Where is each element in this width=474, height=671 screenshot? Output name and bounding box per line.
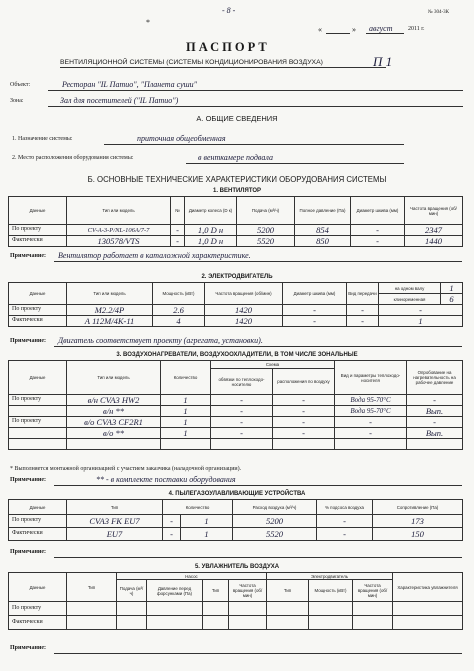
object-value: Ресторан "IL Патио", "Планета суши" — [62, 80, 198, 89]
table-row — [9, 602, 463, 616]
row-label — [9, 439, 67, 450]
humidifier-cell — [229, 616, 267, 630]
row-label: По проекту — [9, 602, 67, 616]
purpose-label: 1. Назначение системы: — [12, 136, 73, 142]
page-number: - 8 - — [222, 6, 236, 15]
heaters-header-test: Опробование на нагревательность на рабочее давление — [407, 361, 463, 395]
heater-medium: - — [335, 417, 407, 428]
motor-title: 2. ЭЛЕКТРОДВИГАТЕЛЬ — [201, 274, 273, 280]
motor-drive: - — [347, 316, 379, 327]
motor-header-same-shaft: на одном валу — [379, 283, 441, 294]
filters-note-label: Примечание: — [10, 549, 47, 555]
heaters-header-piping: обвязки по теплоходо-носителю — [211, 369, 273, 395]
heater-medium — [335, 439, 407, 450]
heater-test: Вып. — [407, 406, 463, 417]
filter-flow: 5520 — [233, 528, 317, 541]
motor-header-type: Тип или модель — [67, 283, 153, 305]
heater-piping — [211, 439, 273, 450]
fan-flow: 5520 — [237, 236, 295, 247]
row-label — [9, 406, 67, 417]
filter-model: EU7 — [67, 528, 163, 541]
heater-model: в/о CVA3 CF2R1 — [67, 417, 161, 428]
motor-header-vbelt: клиноременная — [379, 294, 441, 305]
fan-header-pressure: Полное давление (Па) — [295, 197, 351, 225]
table-row — [9, 428, 463, 439]
date-quote-open: « — [318, 25, 322, 34]
filter-dash: - — [163, 528, 181, 541]
heaters-header-type: Тип или модель — [67, 361, 161, 395]
heater-count: 1 — [161, 417, 211, 428]
humidifier-cell — [267, 602, 309, 616]
heaters-header-scheme: Схема — [211, 361, 335, 369]
filter-leak: - — [317, 528, 373, 541]
humidifier-header-motor: Электродвигатель — [267, 573, 393, 580]
filter-count: 1 — [181, 515, 233, 528]
humidifier-cell — [117, 616, 147, 630]
heater-medium: Вода 95-70°С — [335, 395, 407, 406]
row-label: По проекту — [9, 417, 67, 428]
humidifier-cell — [309, 602, 353, 616]
row-label: По проекту — [9, 395, 67, 406]
heaters-note-label: Примечание: — [10, 477, 47, 483]
motor-pulley: - — [283, 316, 347, 327]
row-label: По проекту — [9, 515, 67, 528]
motor-table — [8, 282, 463, 327]
table-row — [9, 225, 463, 236]
humidifier-table — [8, 572, 463, 630]
table-row — [9, 439, 463, 450]
humidifier-cell — [67, 602, 117, 616]
filters-header-data: Данные — [9, 500, 67, 515]
humidifier-header-spec: Характеристика увлажнителя — [393, 573, 463, 602]
heater-count: 1 — [161, 395, 211, 406]
filters-header-type: Тип — [67, 500, 163, 515]
humidifier-note-label: Примечание: — [10, 645, 47, 651]
heater-count — [161, 439, 211, 450]
filter-count: 1 — [181, 528, 233, 541]
fan-model: CV-A-3-P/NL-106A/7-7 — [67, 225, 171, 236]
heater-airside: - — [273, 395, 335, 406]
heaters-header-airside: расположения по воздуху — [273, 369, 335, 395]
purpose-value: приточная общеобменная — [137, 134, 226, 143]
row-label: По проекту — [9, 225, 67, 236]
heater-piping: - — [211, 406, 273, 417]
page-subtitle: ВЕНТИЛЯЦИОННОЙ СИСТЕМЫ (СИСТЕМЫ КОНДИЦИОНИРОВАНИЯ ВОЗДУХА) — [60, 59, 323, 66]
fan-rpm: 2347 — [405, 225, 463, 236]
filters-header-leak: % подсоса воздуха — [317, 500, 373, 515]
humidifier-cell — [203, 616, 229, 630]
heaters-header-data: Данные — [9, 361, 67, 395]
humidifier-cell — [117, 602, 147, 616]
row-label: По проекту — [9, 305, 67, 316]
heater-airside: - — [273, 428, 335, 439]
humidifier-header-flow: Подача (м³/ч) — [117, 580, 147, 602]
humidifier-cell — [353, 602, 393, 616]
heater-medium: - — [335, 428, 407, 439]
table-row — [9, 236, 463, 247]
filter-resistance: 150 — [373, 528, 463, 541]
fan-pressure: 854 — [295, 225, 351, 236]
humidifier-cell — [147, 616, 203, 630]
humidifier-header-data: Данные — [9, 573, 67, 602]
motor-power: 2.6 — [153, 305, 205, 316]
filter-resistance: 173 — [373, 515, 463, 528]
motor-vbelt-value: 6 — [441, 294, 463, 305]
heater-piping: - — [211, 395, 273, 406]
heaters-header-medium: Вид и параметры теплоходо-носителя — [335, 361, 407, 395]
humidifier-cell — [353, 616, 393, 630]
filter-dash: - — [163, 515, 181, 528]
fan-header-type: Тип или модель — [67, 197, 171, 225]
table-row — [9, 305, 463, 316]
section-a-title: А. ОБЩИЕ СВЕДЕНИЯ — [196, 114, 278, 123]
table-row — [9, 406, 463, 417]
humidifier-cell — [147, 602, 203, 616]
zone-value: Зал для посетителей ("IL Патио") — [60, 96, 179, 105]
motor-note: Двигатель соответствует проекту (агрегата, установки). — [58, 336, 263, 345]
humidifier-cell — [229, 602, 267, 616]
date-quote-close: » — [352, 25, 356, 34]
heater-model: в/н CVA3 HW2 — [67, 395, 161, 406]
fan-pulley: - — [351, 236, 405, 247]
motor-belts: 1 — [379, 316, 463, 327]
table-row — [9, 616, 463, 630]
fan-header-rpm: Частота вращения (об/мин) — [405, 197, 463, 225]
motor-model: M2.2/4P — [67, 305, 153, 316]
motor-note-label: Примечание: — [10, 338, 47, 344]
fan-header-pulley: Диаметр шкива (мм) — [351, 197, 405, 225]
heaters-table — [8, 360, 463, 450]
motor-model: А 112М/4К-11 — [67, 316, 153, 327]
fan-no: - — [171, 236, 185, 247]
fan-header-no: № — [171, 197, 185, 225]
location-value: в венткамере подвала — [198, 153, 273, 162]
asterisk-mark: * — [146, 18, 150, 27]
humidifier-title: 5. УВЛАЖНИТЕЛЬ ВОЗДУХА — [194, 564, 280, 570]
fan-wheel: 1,0 D н — [185, 225, 237, 236]
heater-airside — [273, 439, 335, 450]
row-label: Фактически — [9, 236, 67, 247]
heater-model: в/н ** — [67, 406, 161, 417]
form-number: № 304-3К — [428, 10, 450, 15]
humidifier-header-motor-power: Мощность (кВт) — [309, 580, 353, 602]
location-label: 2. Место расположения оборудования системы: — [12, 155, 134, 161]
fan-pulley: - — [351, 225, 405, 236]
motor-header-pulley: Диаметр шкива (мм) — [283, 283, 347, 305]
motor-rpm: 1420 — [205, 305, 283, 316]
heaters-title: 3. ВОЗДУХОНАГРЕВАТЕЛИ, ВОЗДУХООХЛАДИТЕЛИ, В ТОМ ЧИСЛЕ ЗОНАЛЬНЫЕ — [116, 352, 358, 358]
heater-airside: - — [273, 406, 335, 417]
fan-wheel: 1,0 D н — [185, 236, 237, 247]
heater-count: 1 — [161, 428, 211, 439]
motor-header-power: Мощность (кВт) — [153, 283, 205, 305]
motor-header-rpm: Частота вращения (об/мин) — [205, 283, 283, 305]
humidifier-header-nozzle-pressure: Давление перед форсунками (Па) — [147, 580, 203, 602]
fan-note-label: Примечание: — [10, 253, 47, 259]
humidifier-header-pump-type: Тип — [203, 580, 229, 602]
date-year: 2011 г. — [408, 26, 425, 32]
humidifier-header-motor-rpm: Частота вращения (об/мин) — [353, 580, 393, 602]
fan-pressure: 850 — [295, 236, 351, 247]
table-row — [9, 417, 463, 428]
humidifier-cell — [203, 602, 229, 616]
heater-piping: - — [211, 417, 273, 428]
humidifier-cell — [309, 616, 353, 630]
page-title: ПАСПОРТ — [186, 40, 270, 54]
heater-count: 1 — [161, 406, 211, 417]
filters-header-resistance: Сопротивление (Па) — [373, 500, 463, 515]
row-label: Фактически — [9, 316, 67, 327]
fan-model: 130578/VTS — [67, 236, 171, 247]
heater-test: - — [407, 417, 463, 428]
heater-test — [407, 439, 463, 450]
fan-note: Вентилятор работает в каталожной характеристике. — [58, 251, 251, 260]
zone-label: Зона: — [10, 98, 24, 104]
heaters-header-count: Количество — [161, 361, 211, 395]
humidifier-header-motor-type: Тип — [267, 580, 309, 602]
filters-header-count: Количество — [163, 500, 233, 515]
fan-title: 1. ВЕНТИЛЯТОР — [212, 188, 262, 194]
row-label — [9, 428, 67, 439]
filter-leak: - — [317, 515, 373, 528]
heater-test: - — [407, 395, 463, 406]
motor-pulley: - — [283, 305, 347, 316]
motor-header-data: Данные — [9, 283, 67, 305]
heater-test: Вып. — [407, 428, 463, 439]
fan-header-flow: Подача (м³/ч) — [237, 197, 295, 225]
system-id: П 1 — [373, 54, 393, 69]
humidifier-cell — [67, 616, 117, 630]
humidifier-header-type: Тип — [67, 573, 117, 602]
fan-header-data: Данные — [9, 197, 67, 225]
heater-model — [67, 439, 161, 450]
fan-header-wheel: Диаметр колеса (D к) — [185, 197, 237, 225]
table-row — [9, 528, 463, 541]
object-label: Объект: — [10, 82, 31, 88]
heater-medium: Вода 95-70°С — [335, 406, 407, 417]
humidifier-cell — [267, 616, 309, 630]
motor-rpm: 1420 — [205, 316, 283, 327]
heaters-note: ** - в комплекте поставки оборудования — [96, 475, 236, 484]
motor-belts: - — [379, 305, 463, 316]
heater-model: в/о ** — [67, 428, 161, 439]
fan-table — [8, 196, 463, 247]
filter-flow: 5200 — [233, 515, 317, 528]
row-label: Фактически — [9, 528, 67, 541]
heaters-footnote: * Выполняется монтажной организацией с участием заказчика (наладочной организации). — [10, 466, 242, 472]
filters-title: 4. ПЫЛЕГАЗОУЛАВЛИВАЮЩИЕ УСТРОЙСТВА — [168, 491, 306, 497]
filters-table — [8, 499, 463, 541]
section-b-title: Б. ОСНОВНЫЕ ТЕХНИЧЕСКИЕ ХАРАКТЕРИСТИКИ ОБОРУДОВАНИЯ СИСТЕМЫ — [87, 175, 387, 184]
humidifier-header-pump-rpm: Частота вращения (об/мин) — [229, 580, 267, 602]
filter-model: CVA3 FK EU7 — [67, 515, 163, 528]
humidifier-header-pump: Насос — [117, 573, 267, 580]
table-row — [9, 515, 463, 528]
fan-rpm: 1440 — [405, 236, 463, 247]
filters-header-flow: Расход воздуха (м³/ч) — [233, 500, 317, 515]
row-label: Фактически — [9, 616, 67, 630]
table-row — [9, 395, 463, 406]
motor-header-drive: Вид передачи — [347, 283, 379, 305]
fan-no: - — [171, 225, 185, 236]
date-month: август — [369, 24, 393, 33]
fan-flow: 5200 — [237, 225, 295, 236]
table-row — [9, 316, 463, 327]
motor-same-shaft-value: 1 — [441, 283, 463, 294]
motor-power: 4 — [153, 316, 205, 327]
heater-airside: - — [273, 417, 335, 428]
motor-drive: - — [347, 305, 379, 316]
heater-piping: - — [211, 428, 273, 439]
